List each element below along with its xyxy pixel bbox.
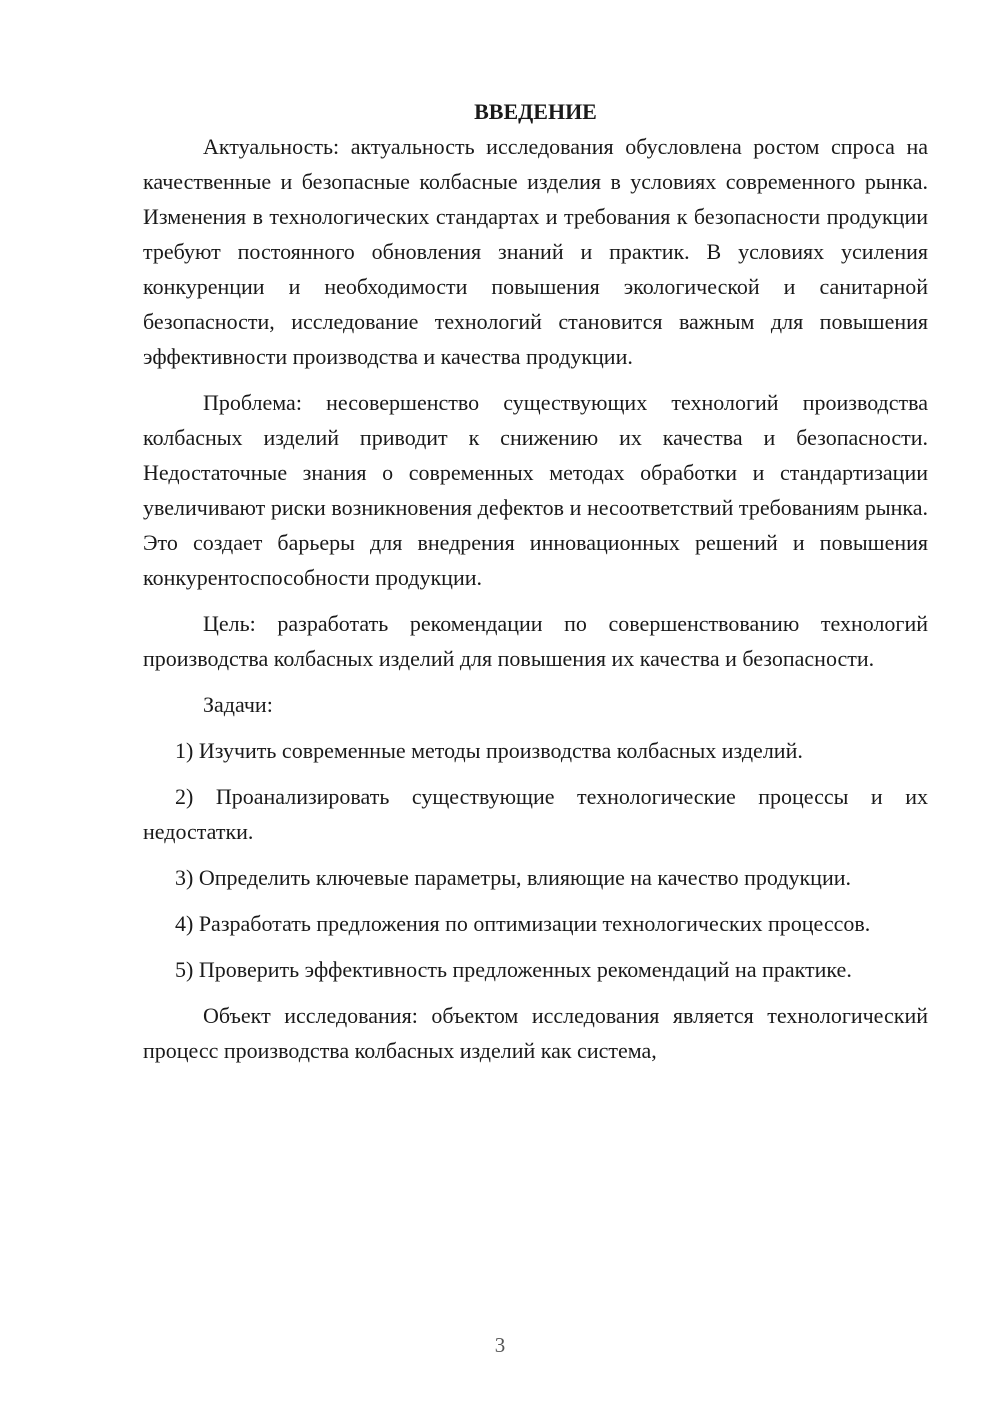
task-item-5: 5) Проверить эффективность предложенных рекомендаций на практике.	[175, 957, 852, 982]
section-title: ВВЕДЕНИЕ	[474, 99, 597, 124]
paragraph-object: Объект исследования: объектом исследования является технологический процесс производства колбасных изделий как система,	[143, 1003, 928, 1063]
page-number: 3	[494, 1333, 506, 1357]
paragraph-problem: Проблема: несовершенство существующих технологий производства колбасных изделий приводит к снижению их качества и безопасности. Недостаточные знания о современных методах обработки и стандартизации увеличивают риски возникновения дефектов и несоответствий требованиям рынка. Это создает барьеры для внедрения инновационных решений и повышения конкурентоспособности продукции.	[143, 390, 928, 590]
paragraph-relevance: Актуальность: актуальность исследования обусловлена ростом спроса на качественные и безопасные колбасные изделия в условиях современного рынка. Изменения в технологических стандартах и требования к безопасности продукции требуют постоянного обновления знаний и практик. В условиях усиления конкуренции и необходимости повышения экологической и санитарной безопасности, исследование технологий становится важным для повышения эффективности производства и качества продукции.	[143, 134, 928, 369]
task-item-3: 3) Определить ключевые параметры, влияющие на качество продукции.	[175, 865, 851, 890]
paragraph-goal: Цель: разработать рекомендации по совершенствованию технологий производства колбасных изделий для повышения их качества и безопасности.	[143, 611, 928, 671]
task-item-1: 1) Изучить современные методы производства колбасных изделий.	[175, 738, 803, 763]
task-item-4: 4) Разработать предложения по оптимизации технологических процессов.	[175, 911, 871, 936]
page-content	[143, 94, 928, 1079]
task-item-2: 2) Проанализировать существующие технологические процессы и их недостатки.	[143, 784, 928, 844]
tasks-heading: Задачи:	[203, 692, 273, 717]
